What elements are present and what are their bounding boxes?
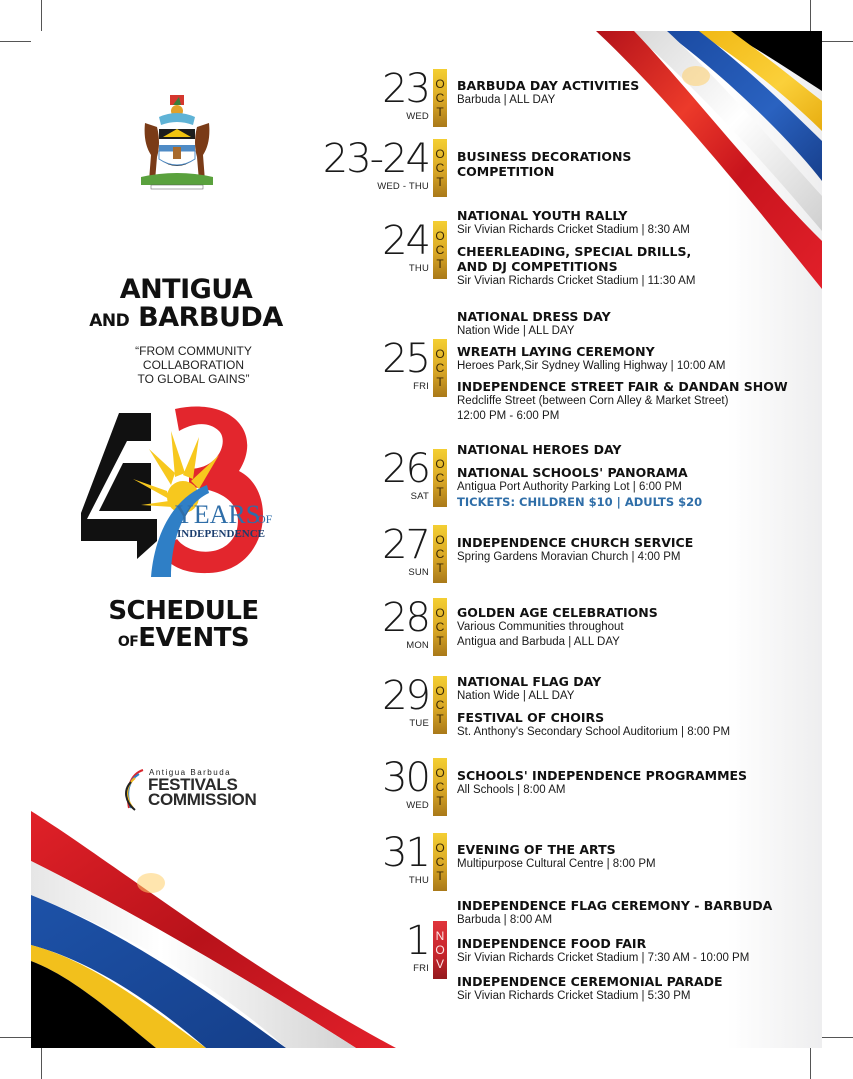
- event-detail: Antigua and Barbuda | ALL DAY: [457, 636, 620, 648]
- day-of-week: SUN: [408, 567, 429, 578]
- date-number: 28: [382, 595, 429, 641]
- date-block: [382, 830, 447, 891]
- day-of-week: THU: [408, 875, 429, 886]
- event-title: NATIONAL SCHOOLS' PANORAMA: [457, 465, 688, 480]
- date-block: [382, 218, 447, 279]
- event-detail: Nation Wide | ALL DAY: [457, 325, 575, 337]
- event-title: AND DJ COMPETITIONS: [457, 259, 618, 274]
- date-block: [382, 755, 447, 816]
- crop-mark: [810, 1046, 811, 1079]
- left-column: [31, 31, 321, 1048]
- event-title: NATIONAL FLAG DAY: [457, 674, 602, 689]
- month-tag-oct: O C T: [433, 139, 447, 197]
- logo-years-text: YEARS: [175, 500, 261, 529]
- logo-independence-text: INDEPENDENCE: [177, 528, 266, 540]
- festivals-commission-logo: [119, 766, 279, 816]
- event-detail: Sir Vivian Richards Cricket Stadium | 7:30 AM - 10:00 PM: [457, 952, 750, 964]
- day-of-week: TUE: [409, 718, 429, 729]
- event-group: [457, 842, 656, 872]
- event-title: GOLDEN AGE CELEBRATIONS: [457, 605, 658, 620]
- event-title: SCHOOLS' INDEPENDENCE PROGRAMMES: [457, 768, 748, 783]
- day-of-week: WED: [406, 800, 429, 811]
- date-number: 23: [382, 66, 429, 112]
- month-tag-oct: O C T: [433, 69, 447, 127]
- event-detail: Heroes Park,Sir Sydney Walling Highway | 10:00 AM: [457, 360, 726, 372]
- festivals-line-2: COMMISSION: [148, 790, 257, 809]
- event-title: WREATH LAYING CEREMONY: [457, 344, 655, 359]
- event-detail: Nation Wide | ALL DAY: [457, 690, 575, 702]
- day-of-week: WED: [406, 111, 429, 122]
- month-tag-oct: O C T: [433, 758, 447, 816]
- event-detail: Sir Vivian Richards Cricket Stadium | 5:30 PM: [457, 990, 691, 1002]
- event-title: INDEPENDENCE CEREMONIAL PARADE: [457, 974, 723, 989]
- motto-line: “FROM COMMUNITY: [135, 344, 252, 358]
- date-number: 24: [382, 218, 429, 264]
- event-group: [457, 535, 693, 565]
- event-group: [457, 309, 788, 424]
- event-title: NATIONAL HEROES DAY: [457, 442, 622, 457]
- date-block: [382, 66, 447, 127]
- month-tag-oct: O C T: [433, 221, 447, 279]
- country-and: AND: [89, 311, 130, 332]
- event-title: COMPETITION: [457, 164, 555, 179]
- event-title: CHEERLEADING, SPECIAL DRILLS,: [457, 244, 692, 259]
- date-block: [382, 446, 447, 507]
- event-detail: Spring Gardens Moravian Church | 4:00 PM: [457, 551, 681, 563]
- date-block: [382, 336, 447, 397]
- event-detail: 12:00 PM - 6:00 PM: [457, 410, 560, 422]
- event-detail: Antigua Port Authority Parking Lot | 6:00 PM: [457, 481, 682, 493]
- event-group: [457, 605, 658, 650]
- event-title: INDEPENDENCE FOOD FAIR: [457, 936, 647, 951]
- country-line-2: [71, 304, 301, 332]
- ticket-prices: TICKETS: CHILDREN $10 | ADULTS $20: [457, 495, 703, 509]
- date-block: [322, 136, 447, 197]
- month-tag-oct: O C T: [433, 525, 447, 583]
- schedule-flyer: [31, 31, 822, 1048]
- schedule-title-line-2: [91, 625, 276, 652]
- country-line-1: ANTIGUA: [119, 274, 253, 305]
- title-events: EVENTS: [138, 623, 250, 654]
- month-tag-nov: N O V: [433, 921, 447, 979]
- motto: [91, 344, 296, 386]
- country-barbuda: BARBUDA: [138, 302, 283, 334]
- event-title: NATIONAL DRESS DAY: [457, 309, 611, 324]
- day-of-week: THU: [408, 263, 429, 274]
- day-of-week: MON: [406, 640, 429, 651]
- date-number: 27: [382, 522, 429, 568]
- date-number: 30: [382, 755, 429, 801]
- crop-mark: [810, 0, 811, 33]
- event-title: INDEPENDENCE CHURCH SERVICE: [457, 535, 694, 550]
- month-tag-oct: O C T: [433, 339, 447, 397]
- schedule-title: [91, 598, 276, 653]
- schedule-title-line-1: SCHEDULE: [108, 596, 259, 626]
- logo-of-text: OF: [257, 512, 273, 526]
- event-group: [457, 208, 695, 289]
- day-of-week: SAT: [410, 491, 429, 502]
- event-title: FESTIVAL OF CHOIRS: [457, 710, 605, 725]
- event-group: [457, 768, 747, 798]
- day-of-week: WED - THU: [377, 181, 429, 192]
- crop-mark: [0, 1037, 34, 1038]
- date-block: [405, 918, 447, 979]
- date-block: [382, 522, 447, 583]
- coat-of-arms-icon: [137, 93, 217, 191]
- event-detail: Sir Vivian Richards Cricket Stadium | 8:30 AM: [457, 224, 690, 236]
- 43-years-independence-logo: [79, 401, 289, 581]
- month-tag-oct: O C T: [433, 449, 447, 507]
- festivals-top-text: Antigua Barbuda: [149, 768, 232, 777]
- event-title: BARBUDA DAY ACTIVITIES: [457, 78, 640, 93]
- event-title: BUSINESS DECORATIONS: [457, 149, 632, 164]
- event-group: [457, 78, 639, 108]
- event-group: [457, 149, 631, 179]
- event-detail: All Schools | 8:00 AM: [457, 784, 566, 796]
- event-title: INDEPENDENCE STREET FAIR & DANDAN SHOW: [457, 379, 788, 394]
- month-tag-oct: O C T: [433, 676, 447, 734]
- month-tag-oct: O C T: [433, 833, 447, 891]
- motto-line: COLLABORATION: [142, 358, 245, 372]
- date-block: [382, 673, 447, 734]
- event-detail: St. Anthony's Secondary School Auditorium | 8:00 PM: [457, 726, 731, 738]
- event-title: INDEPENDENCE FLAG CEREMONY - BARBUDA: [457, 898, 773, 913]
- crop-mark: [819, 41, 853, 42]
- motto-line: TO GLOBAL GAINS”: [137, 372, 250, 386]
- event-detail: Multipurpose Cultural Centre | 8:00 PM: [457, 858, 656, 870]
- date-number: 25: [382, 336, 429, 382]
- festivals-line-1: FESTIVALS: [148, 775, 238, 794]
- date-number: 31: [382, 830, 429, 876]
- event-group: [457, 898, 772, 1004]
- event-title: EVENING OF THE ARTS: [457, 842, 616, 857]
- title-of: OF: [117, 634, 139, 651]
- crop-mark: [41, 1046, 42, 1079]
- event-detail: Barbuda | 8:00 AM: [457, 914, 553, 926]
- festivals-swirl-icon: [121, 768, 149, 812]
- country-name: [71, 276, 301, 333]
- day-of-week: FRI: [413, 963, 429, 974]
- date-block: [382, 595, 447, 656]
- crop-mark: [41, 0, 42, 33]
- date-number: 23-24: [322, 136, 429, 182]
- event-group: [457, 442, 702, 510]
- event-detail: Barbuda | ALL DAY: [457, 94, 556, 106]
- crop-mark: [0, 41, 34, 42]
- crop-mark: [819, 1037, 853, 1038]
- month-tag-oct: O C T: [433, 598, 447, 656]
- event-title: NATIONAL YOUTH RALLY: [457, 208, 628, 223]
- date-number: 26: [382, 446, 429, 492]
- event-detail: Redcliffe Street (between Corn Alley & Market Street): [457, 395, 729, 407]
- event-detail: Various Communities throughout: [457, 621, 624, 633]
- event-group: [457, 674, 730, 740]
- event-detail: Sir Vivian Richards Cricket Stadium | 11:30 AM: [457, 275, 696, 287]
- date-number: 29: [382, 673, 429, 719]
- date-number: 1: [405, 918, 429, 964]
- day-of-week: FRI: [413, 381, 429, 392]
